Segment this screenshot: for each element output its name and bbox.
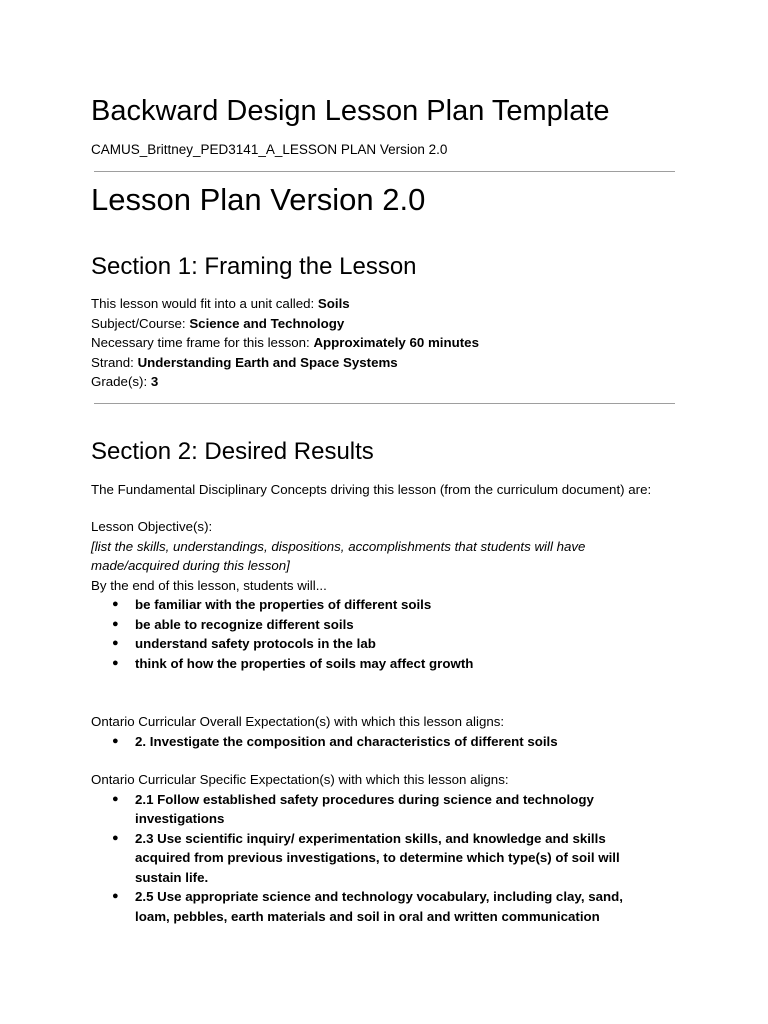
objectives-hint: [list the skills, understandings, dispositions, accomplishments that students will have (91, 538, 586, 554)
specific-expectations (91, 770, 681, 926)
objectives-list (91, 595, 681, 673)
field-value: Understanding Earth and Space Systems (137, 354, 398, 370)
divider (94, 403, 675, 404)
bullet-icon: ● (112, 598, 119, 610)
bullet-icon: ● (112, 734, 119, 747)
field-value: 3 (150, 374, 159, 389)
bullet-icon: ● (112, 831, 119, 844)
field-unit (91, 294, 479, 314)
concepts-text: The Fundamental Disciplinary Concepts driving this lesson (from the curriculum document) are: (91, 482, 652, 497)
bullet-icon: ● (112, 792, 119, 805)
list-item: ● 2.3 Use scientific inquiry/ experimentation skills, and knowledge and skills acquired from previous investigations, to determine which type(s) of soil will sustain life. (112, 830, 620, 885)
specific-list (91, 790, 681, 927)
field-time-frame (91, 333, 479, 353)
objectives-label: Lesson Objective(s): (91, 519, 213, 534)
specific-label: Ontario Curricular Specific Expectation(s) with which this lesson aligns: (91, 772, 509, 787)
field-label: Strand: (91, 354, 138, 370)
list-item: ● 2. Investigate the composition and characteristics of different soils (91, 732, 681, 752)
bullet-icon: ● (112, 656, 119, 669)
list-item: ● be familiar with the properties of different soils (91, 595, 681, 615)
field-strand (91, 353, 479, 373)
field-value: Soils (317, 296, 350, 311)
lesson-fields (91, 294, 479, 392)
document-title: Backward Design Lesson Plan Template (91, 95, 610, 127)
field-value: Approximately 60 minutes (313, 335, 479, 350)
field-subject (91, 314, 479, 334)
field-value: Science and Technology (189, 315, 345, 331)
list-item: ● understand safety protocols in the lab (91, 634, 681, 654)
objectives-block (91, 517, 681, 673)
bullet-icon: ● (112, 890, 119, 902)
field-label: This lesson would fit into a unit called: (91, 296, 318, 311)
field-label: Necessary time frame for this lesson: (91, 335, 314, 350)
bullet-icon: ● (112, 637, 119, 649)
list-item: ● 2.5 Use appropriate science and technology vocabulary, including clay, sand, loam, pebbles, earth materials and soil in oral and written communication (112, 889, 623, 924)
main-heading: Lesson Plan Version 2.0 (91, 182, 426, 217)
objectives-intro: By the end of this lesson, students will... (91, 577, 327, 593)
field-label: Subject/Course: (91, 315, 190, 331)
section1-heading: Section 1: Framing the Lesson (91, 253, 417, 280)
field-grade (91, 372, 479, 392)
divider (94, 171, 675, 172)
overall-expectations (91, 712, 681, 751)
overall-list (91, 732, 681, 752)
overall-label: Ontario Curricular Overall Expectation(s) with which this lesson aligns: (91, 714, 505, 729)
document-subtitle: CAMUS_Brittney_PED3141_A_LESSON PLAN Version 2.0 (91, 142, 448, 157)
bullet-icon: ● (112, 617, 119, 630)
list-item: ● think of how the properties of soils may affect growth (91, 654, 681, 674)
field-label: Grade(s): (91, 374, 151, 389)
list-item: ● be able to recognize different soils (91, 615, 681, 635)
section2-heading: Section 2: Desired Results (91, 438, 374, 465)
list-item: ● 2.1 Follow established safety procedures during science and technology investigations (112, 791, 594, 826)
objectives-hint: made/acquired during this lesson] (91, 558, 290, 573)
